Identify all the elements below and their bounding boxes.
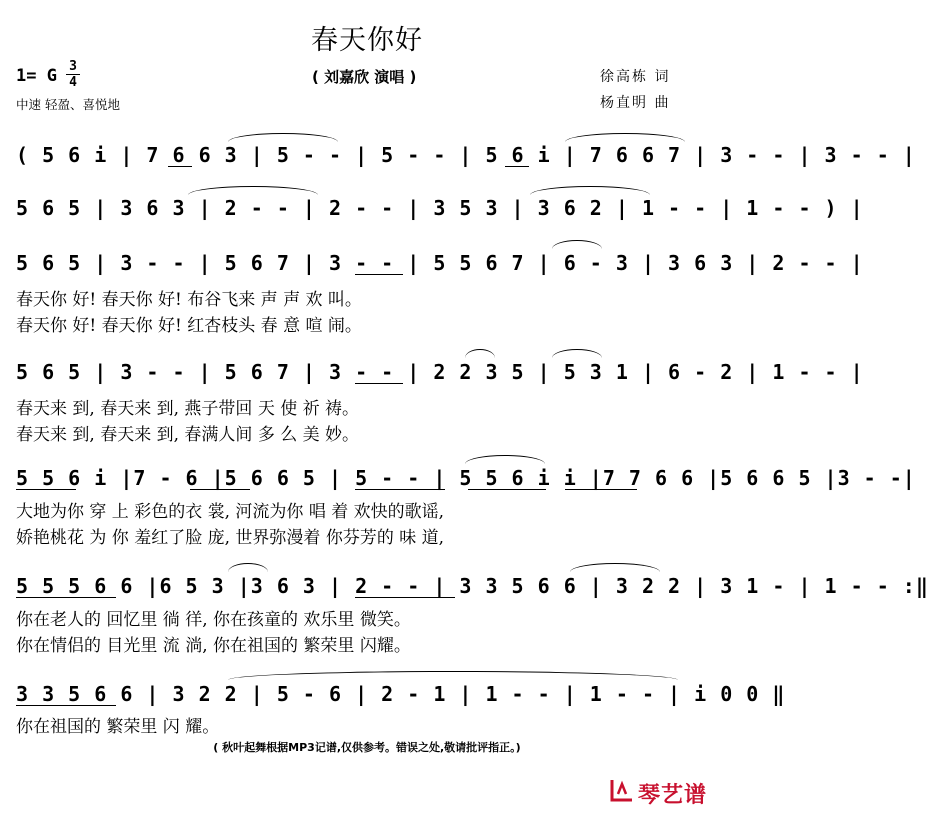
- beam-line: [190, 489, 250, 490]
- piano-logo-icon: [608, 776, 636, 804]
- beam-line: [355, 597, 455, 598]
- lyric-row-1: 春天你 好! 春天你 好! 布谷飞来 声 声 欢 叫。: [16, 290, 362, 310]
- tie-mark: [228, 133, 338, 142]
- music-row-1: ( 5 6 i | 7 6 6 3 | 5 - - | 5 - - | 5 6 i | 7 6 6 7 | 3 - - | 3 - - |: [16, 143, 916, 167]
- beam-line: [355, 489, 445, 490]
- tie-mark: [530, 186, 650, 195]
- lyric-row-7: 你在老人的 回忆里 徜 徉, 你在孩童的 欢乐里 微笑。: [16, 610, 411, 630]
- slur-mark: [228, 563, 268, 572]
- beam-line: [355, 383, 403, 384]
- beam-line: [168, 166, 192, 167]
- slur-mark: [552, 240, 602, 249]
- lyric-row-5: 大地为你 穿 上 彩色的衣 裳, 河流为你 唱 着 欢快的歌谣,: [16, 502, 445, 522]
- tie-mark: [228, 671, 678, 680]
- beam-line: [16, 705, 116, 706]
- time-signature-bottom: 4: [69, 75, 77, 90]
- beam-line: [468, 489, 546, 490]
- logo-text: 琴艺谱: [638, 783, 708, 808]
- tie-mark: [565, 133, 685, 142]
- lyric-row-3: 春天来 到, 春天来 到, 燕子带回 天 使 祈 祷。: [16, 399, 360, 419]
- music-row-5: 5 5 6 i |7 - 6 |5 6 6 5 | 5 - - | 5 5 6 i i |7 7 6 6 |5 6 6 5 |3 - -|: [16, 466, 916, 490]
- lyricist-credit: 徐高栋 词: [600, 69, 671, 85]
- time-signature-top: 3: [69, 59, 77, 74]
- slur-mark: [552, 349, 602, 358]
- beam-line: [505, 166, 529, 167]
- music-row-7: 3 3 5 6 6 | 3 2 2 | 5 - 6 | 2 - 1 | 1 - - | 1 - - | i 0 0 ‖: [16, 682, 786, 706]
- site-logo: [608, 776, 724, 806]
- slur-mark: [465, 455, 545, 464]
- lyric-row-4: 春天来 到, 春天来 到, 春满人间 多 么 美 妙。: [16, 425, 360, 445]
- singer-credit: ( 刘嘉欣 演唱 ): [312, 68, 417, 86]
- lyric-row-6: 娇艳桃花 为 你 羞红了脸 庞, 世界弥漫着 你芬芳的 味 道,: [16, 528, 445, 548]
- music-row-3: 5 6 5 | 3 - - | 5 6 7 | 3 - - | 5 5 6 7 | 6 - 3 | 3 6 3 | 2 - - |: [16, 251, 864, 275]
- time-signature: [66, 60, 80, 89]
- beam-line: [565, 489, 637, 490]
- beam-line: [16, 597, 116, 598]
- music-row-4: 5 6 5 | 3 - - | 5 6 7 | 3 - - | 2 2 3 5 | 5 3 1 | 6 - 2 | 1 - - |: [16, 360, 864, 384]
- slur-mark: [465, 349, 495, 358]
- lyric-row-9: 你在祖国的 繁荣里 闪 耀。: [16, 717, 220, 737]
- beam-line: [355, 274, 403, 275]
- tie-mark: [188, 186, 318, 195]
- tempo-marking: 中速 轻盈、喜悦地: [16, 97, 120, 112]
- music-row-6: 5 5 5 6 6 |6 5 3 |3 6 3 | 2 - - | 3 3 5 6 6 | 3 2 2 | 3 1 - | 1 - - :‖: [16, 574, 929, 598]
- footnote: ( 秋叶起舞根据MP3记谱,仅供参考。错误之处,敬请批评指正。): [213, 741, 521, 754]
- key-signature: 1= G: [16, 66, 57, 86]
- lyric-row-8: 你在情侣的 目光里 流 淌, 你在祖国的 繁荣里 闪耀。: [16, 636, 411, 656]
- music-row-2: 5 6 5 | 3 6 3 | 2 - - | 2 - - | 3 5 3 | 3 6 2 | 1 - - | 1 - - ) |: [16, 196, 864, 220]
- tie-mark: [570, 563, 660, 572]
- page-title: 春天你好: [311, 25, 423, 56]
- lyric-row-2: 春天你 好! 春天你 好! 红杏枝头 春 意 喧 闹。: [16, 316, 362, 336]
- composer-credit: 杨直明 曲: [600, 95, 671, 111]
- beam-line: [16, 489, 76, 490]
